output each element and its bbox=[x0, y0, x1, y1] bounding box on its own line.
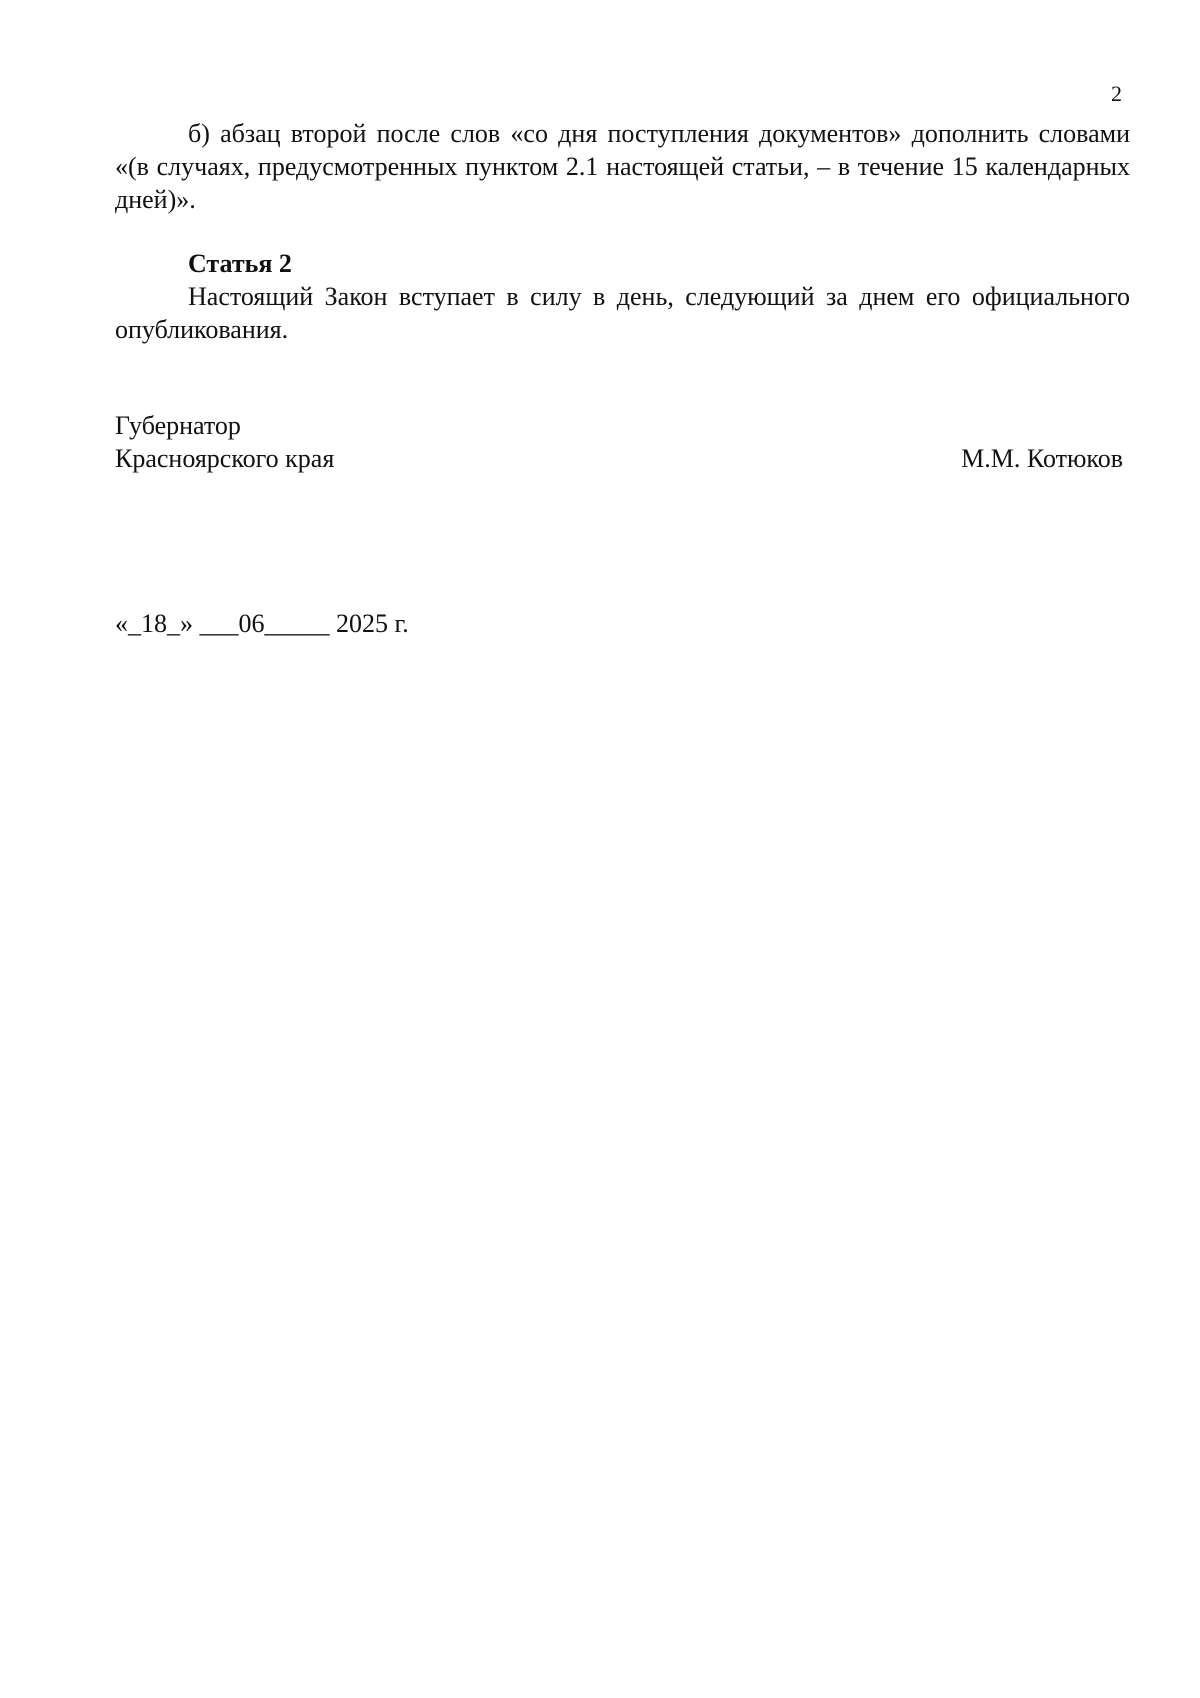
amendment-paragraph-b: б) абзац второй после слов «со дня поступления документов» дополнить словами «(в случаях, предусмотренных пунктом 2.1 настоящей статьи, – в течение 15 календарных дней)». bbox=[115, 119, 1130, 214]
page-number: 2 bbox=[1111, 81, 1122, 106]
signatory-name: М.М. Котюков bbox=[961, 444, 1123, 473]
signatory-title-line-1: Губернатор bbox=[115, 411, 241, 440]
article-2-text: Настоящий Закон вступает в силу в день, следующий за днем его официального опубликования. bbox=[115, 282, 1130, 344]
signatory-title-line-2: Красноярского края bbox=[115, 444, 335, 473]
signing-date: «_18_» ___06_____ 2025 г. bbox=[115, 609, 409, 638]
signature-row bbox=[115, 442, 1125, 475]
article-2-heading: Статья 2 bbox=[188, 249, 292, 278]
signature-block bbox=[115, 409, 1125, 475]
